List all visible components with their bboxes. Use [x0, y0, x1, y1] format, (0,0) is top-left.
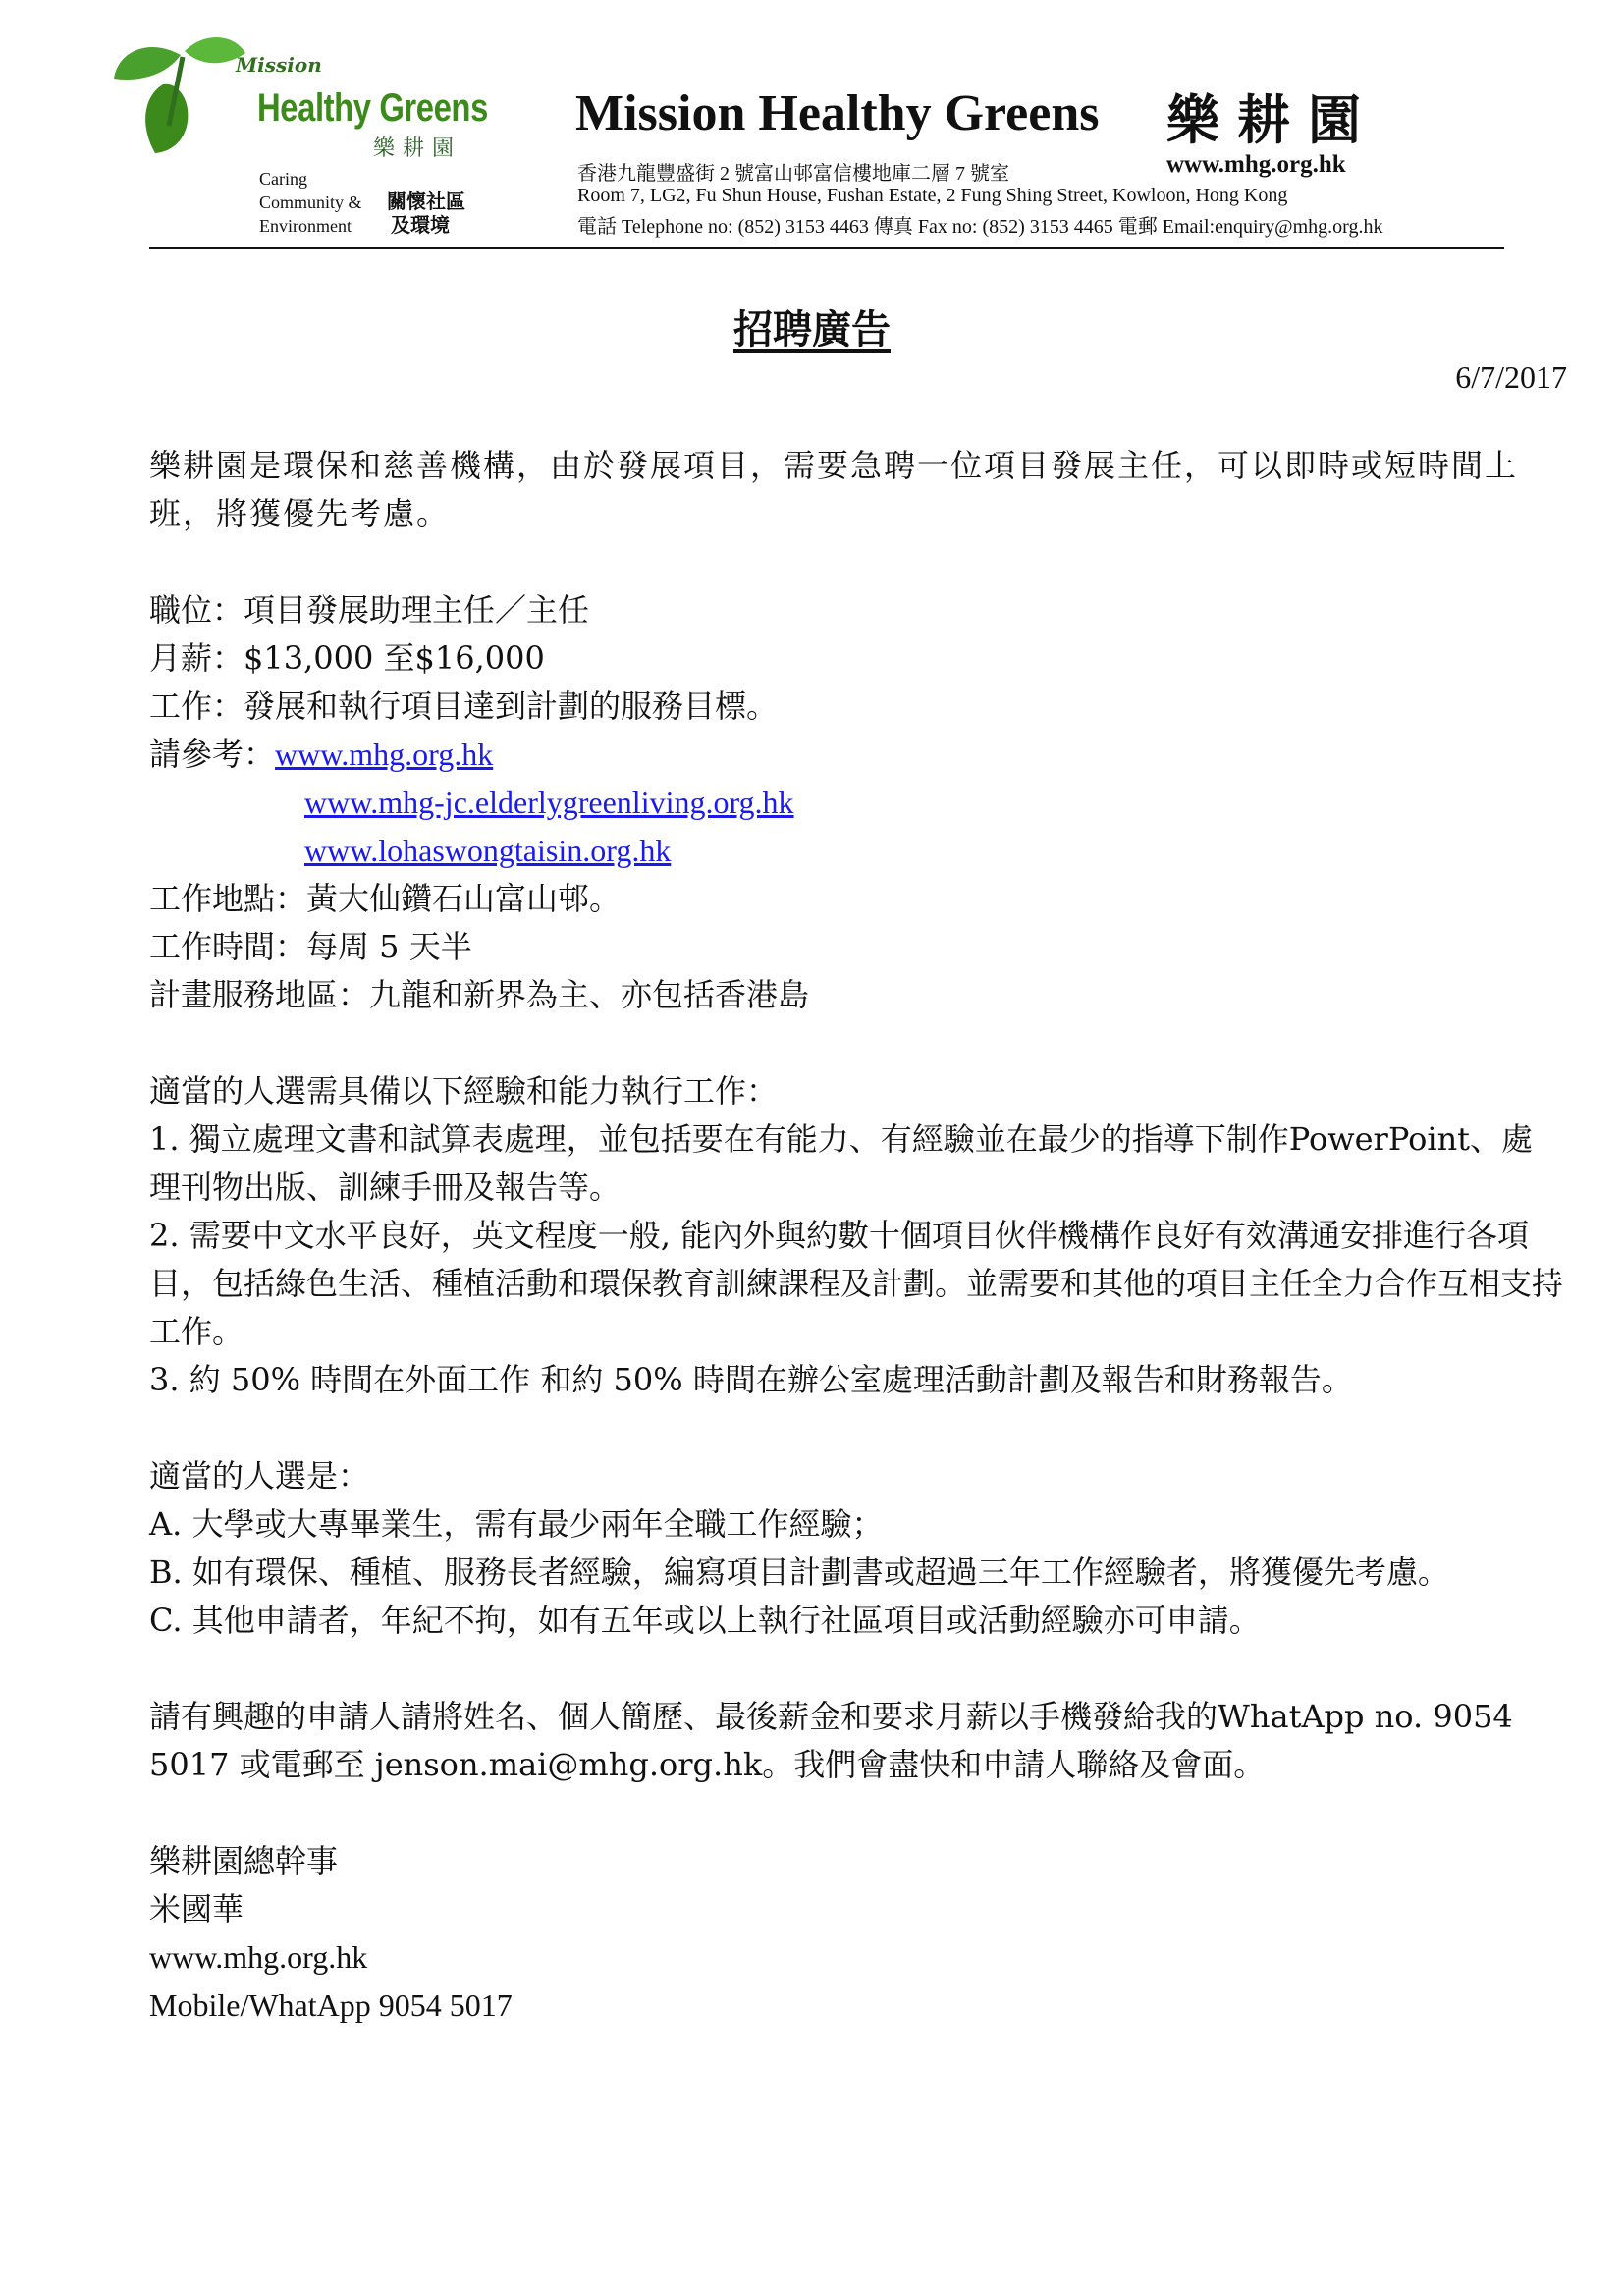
candidate-item: B. 如有環保、種植、服務長者經驗，編寫項目計劃書或超過三年工作經驗者，將獲優先考慮。	[149, 1553, 1449, 1591]
hours-line: 工作時間：每周 5 天半	[149, 928, 472, 965]
candidate-item: A. 大學或大專畢業生，需有最少兩年全職工作經驗；	[149, 1505, 884, 1543]
logo-chinese-name: 樂耕園	[373, 136, 462, 161]
intro-paragraph: 樂耕園是環保和慈善機構，由於發展項目，需要急聘一位項目發展主任，可以即時或短時間上班，將獲優先考慮。	[149, 447, 1519, 532]
candidates-heading: 適當的人選是：	[149, 1457, 370, 1495]
reference-label: 請參考：	[149, 735, 276, 773]
requirements-heading: 適當的人選需具備以下經驗和能力執行工作：	[149, 1072, 779, 1110]
candidate-item: C. 其他申請者，年紀不拘，如有五年或以上執行社區項目或活動經驗亦可申請。	[149, 1602, 1261, 1639]
page-title: 招聘廣告	[733, 306, 891, 353]
logo-mission-text: Mission	[236, 53, 322, 77]
reference-link-lohas[interactable]: www.lohaswongtaisin.org.hk	[304, 833, 672, 868]
letterhead-divider	[149, 247, 1504, 249]
signature-role: 樂耕園總幹事	[149, 1842, 339, 1879]
application-paragraph: 請有興趣的申請人請將姓名、個人簡歷、最後薪金和要求月薪以手機發給我的WhatApp no. 9054 5017 或電郵至 jenson.mai@mhg.org.hk。我們會盡快和申請人聯絡及會面。	[149, 1698, 1513, 1783]
service-area-line: 計畫服務地區：九龍和新界為主、亦包括香港島	[149, 976, 810, 1013]
address-chinese: 香港九龍豐盛街 2 號富山邨富信樓地庫二層 7 號室	[577, 163, 1009, 185]
signature-mobile: Mobile/WhatApp 9054 5017	[149, 1987, 513, 2023]
reference-line	[149, 731, 1563, 779]
organization-name-english: Mission Healthy Greens	[575, 85, 1100, 141]
job-advertisement-body	[149, 442, 1563, 2030]
contact-line: 電話 Telephone no: (852) 3153 4463 傳真 Fax no: (852) 3153 4465 電郵 Email:enquiry@mhg.org.hk	[577, 216, 1383, 238]
tagline-english: Caring Community & Environment	[259, 169, 362, 236]
salary-line: 月薪：$13,000 至$16,000	[149, 639, 545, 677]
requirement-item: 2. 需要中文水平良好，英文程度一般, 能內外與約數十個項目伙伴機構作良好有效溝通安排進行各項目，包括綠色生活、種植活動和環保教育訓練課程及計劃。並需要和其他的項目主任全力合作互相支持工作。	[149, 1217, 1564, 1350]
letterhead-website: www.mhg.org.hk	[1166, 151, 1346, 178]
sprout-leaf-icon	[110, 27, 257, 165]
organization-logo	[110, 27, 503, 253]
signature-name: 米國華	[149, 1890, 244, 1928]
duty-line: 工作：發展和執行項目達到計劃的服務目標。	[149, 687, 779, 725]
position-line: 職位：項目發展助理主任／主任	[149, 591, 590, 628]
signature-website: www.mhg.org.hk	[149, 1939, 368, 1975]
requirement-item: 3. 約 50% 時間在外面工作 和約 50% 時間在辦公室處理活動計劃及報告和財務報告。	[149, 1361, 1353, 1398]
logo-name-text: Healthy Greens	[257, 86, 488, 130]
reference-link-elderly[interactable]: www.mhg-jc.elderlygreenliving.org.hk	[304, 785, 794, 820]
tagline-chinese: 關懷社區 及環境	[387, 190, 465, 237]
reference-link-mhg[interactable]: www.mhg.org.hk	[275, 736, 494, 772]
organization-name-chinese: 樂耕園	[1166, 88, 1379, 151]
location-line: 工作地點：黃大仙鑽石山富山邨。	[149, 880, 622, 917]
address-english: Room 7, LG2, Fu Shun House, Fushan Estate, 2 Fung Shing Street, Kowloon, Hong Kong	[577, 185, 1288, 206]
document-date: 6/7/2017	[1455, 359, 1567, 395]
requirement-item: 1. 獨立處理文書和試算表處理，並包括要在有能力、有經驗並在最少的指導下制作PowerPoint、處理刊物出版、訓練手冊及報告等。	[149, 1120, 1534, 1206]
